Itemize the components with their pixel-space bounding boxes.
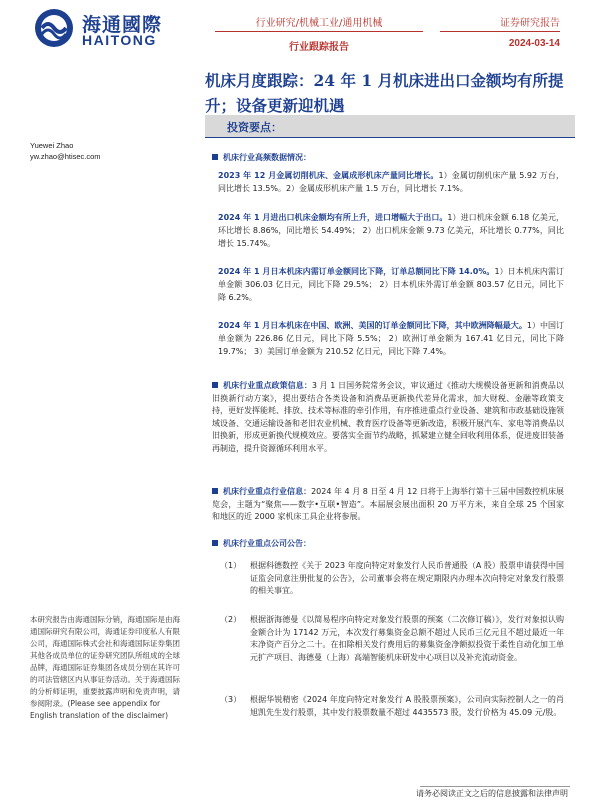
item-text: 根据浙海德曼《以简易程序向特定对象发行股票的预案（二次修订稿）》，发行对象拟认购金额合计为 17142 万元，本次发行募集资金总额不超过人民币三亿元且不超过最近一年末净资产百分之二十。在扣除相关发行费用后的募集资金净额拟投资于柔性自动化加工单元扩产项目、海德曼（上海）高端智能机床研发中心项目以及补充流动资金。 <box>250 615 564 662</box>
report-type: 行业跟踪报告 <box>289 42 349 53</box>
report-header <box>0 0 600 64</box>
data-paragraph-4: 2024 年 1 月日本机床在中国、欧洲、美国的订单金额同比下降，其中欧洲降幅最大。1）中国订单金额为 226.86 亿日元，同比下降 5.5%； 2）欧洲订单金额为 167.41 亿日元，同比下降 19.7%； 3）美国订单金额为 210.52 亿日元，同比下降 7.4%。 <box>218 321 565 356</box>
data-paragraph-2: 2024 年 1 月进出口机床金额均有所上升，进口增幅大于出口。1）进口机床金额 6.18 亿美元，环比增长 8.86%，同比增长 54.49%； 2）出口机床金额 9.73 亿美元，环比增长 0.77%，同比增长 15.74%。 <box>218 213 564 248</box>
event-paragraph: 机床行业重点行业信息：2024 年 4 月 8 日至 4 月 12 日将于上海举行第十三届中国数控机床展览会，主题为“聚焦——数字•互联•智造”。本届展会展出面积 20 万平方米，来自全球 25 个国家和地区的近 2000 家机床工具企业将参展。 <box>212 487 565 522</box>
bullet-icon <box>212 382 218 388</box>
document-type: 证券研究报告 <box>500 18 560 29</box>
key-points-bar <box>205 115 575 137</box>
analyst-email[interactable]: yw.zhao@htisec.com <box>30 152 101 161</box>
policy-paragraph: 机床行业重点政策信息：3 月 1 日国务院常务会议，审议通过《推动大规模设备更新和消费品以旧换新行动方案》，提出要结合各类设备和消费品更新换代差异化需求，加大财税、金融等政策支持，更好发挥能耗、排放、技术等标准的牵引作用，有序推进重点行业设备、建筑和市政基础设施领域设备、交通运输设备和老旧农业机械、教育医疗设备等更新改造，积极开展汽车、家电等消费品以旧换新，形成更新换代规模效应。要落实全面节约战略，抓紧建立健全回收利用体系，促进废旧装备再制造，提升资源循环利用水平。 <box>212 381 564 453</box>
company-announcement-1 <box>220 560 564 608</box>
section-company-heading: 机床行业重点公司公告： <box>212 538 311 549</box>
footer-notice: 请务必阅读正文之后的信息披露和法律声明 <box>416 789 568 798</box>
item-number: （1） <box>220 561 242 570</box>
company-announcement-2 <box>220 614 564 686</box>
industry-category <box>215 14 423 29</box>
report-title: 机床月度跟踪：24 年 1 月机床进出口金额均有所提升；设备更新迎机遇 <box>205 71 564 115</box>
header-divider-right <box>440 31 560 32</box>
analyst-info <box>30 140 101 162</box>
key-points-divider <box>205 137 575 138</box>
item-text: 根据华锐精密《2024 年度向特定对象发行 A 股股票预案》，公司向实际控制人之一的肖旭凯先生发行股票，其中发行股票数量不超过 4435573 股，发行价格为 45.09 元/股。 <box>250 695 564 717</box>
company-announcement-3 <box>220 694 564 742</box>
item-number: （2） <box>220 615 242 624</box>
key-points-title: 投资要点： <box>227 121 282 134</box>
header-divider-middle <box>215 31 423 32</box>
bullet-icon <box>212 488 218 494</box>
haitong-logo-icon <box>34 8 74 48</box>
footer-divider <box>420 786 570 787</box>
report-date: 2024-03-14 <box>508 38 560 49</box>
item-text: 根据科德数控《关于 2023 年度向特定对象发行人民币普通股（A 股）股票申请获得中国证监会同意注册批复的公告》，公司董事会将在规定期限内办理本次向特定对象发行股票的相关事宜。 <box>250 561 564 596</box>
data-paragraph-1: 2023 年 12 月金属切削机床、金属成形机床产量同比增长。1）金属切削机床产量 5.92 万台，同比增长 13.5%。2）金属成形机床产量 1.5 万台，同比增长 7.1%。 <box>218 171 564 193</box>
disclaimer-text: 本研究报告由海通国际分销，海通国际是由海通国际研究有限公司，海通证券印度私人有限公司，海通国际株式会社和海通国际证券集团其他各成员单位的证券研究团队所组成的全球品牌，海通国际证券集团各成员分别在其许可的司法管辖区内从事证券活动。关于海通国际的分析师证明，重要披露声明和免责声明，请参阅附录。(Please see appendix for English translation of the disclaimer) <box>30 615 180 720</box>
section-data-heading: 机床行业高频数据情况： <box>212 152 311 163</box>
item-number: （3） <box>220 695 242 704</box>
bullet-icon <box>212 154 218 160</box>
logo-english-name: HAITONG <box>82 32 157 48</box>
analyst-name: Yuewei Zhao <box>30 141 74 150</box>
logo-chinese-name: 海通國際 <box>82 14 163 36</box>
haitong-logo <box>34 8 204 50</box>
industry-line: 行业研究/机械工业/通用机械 <box>255 18 383 29</box>
data-paragraph-3: 2024 年 1 月日本机床内需订单金额同比下降，订单总额同比下降 14.0%。1）日本机床内需订单金额 306.03 亿日元，同比下降 29.5%； 2）日本机床外需订单金额 803.57 亿日元，同比下降 6.2%。 <box>218 267 564 302</box>
bullet-icon <box>212 540 218 546</box>
